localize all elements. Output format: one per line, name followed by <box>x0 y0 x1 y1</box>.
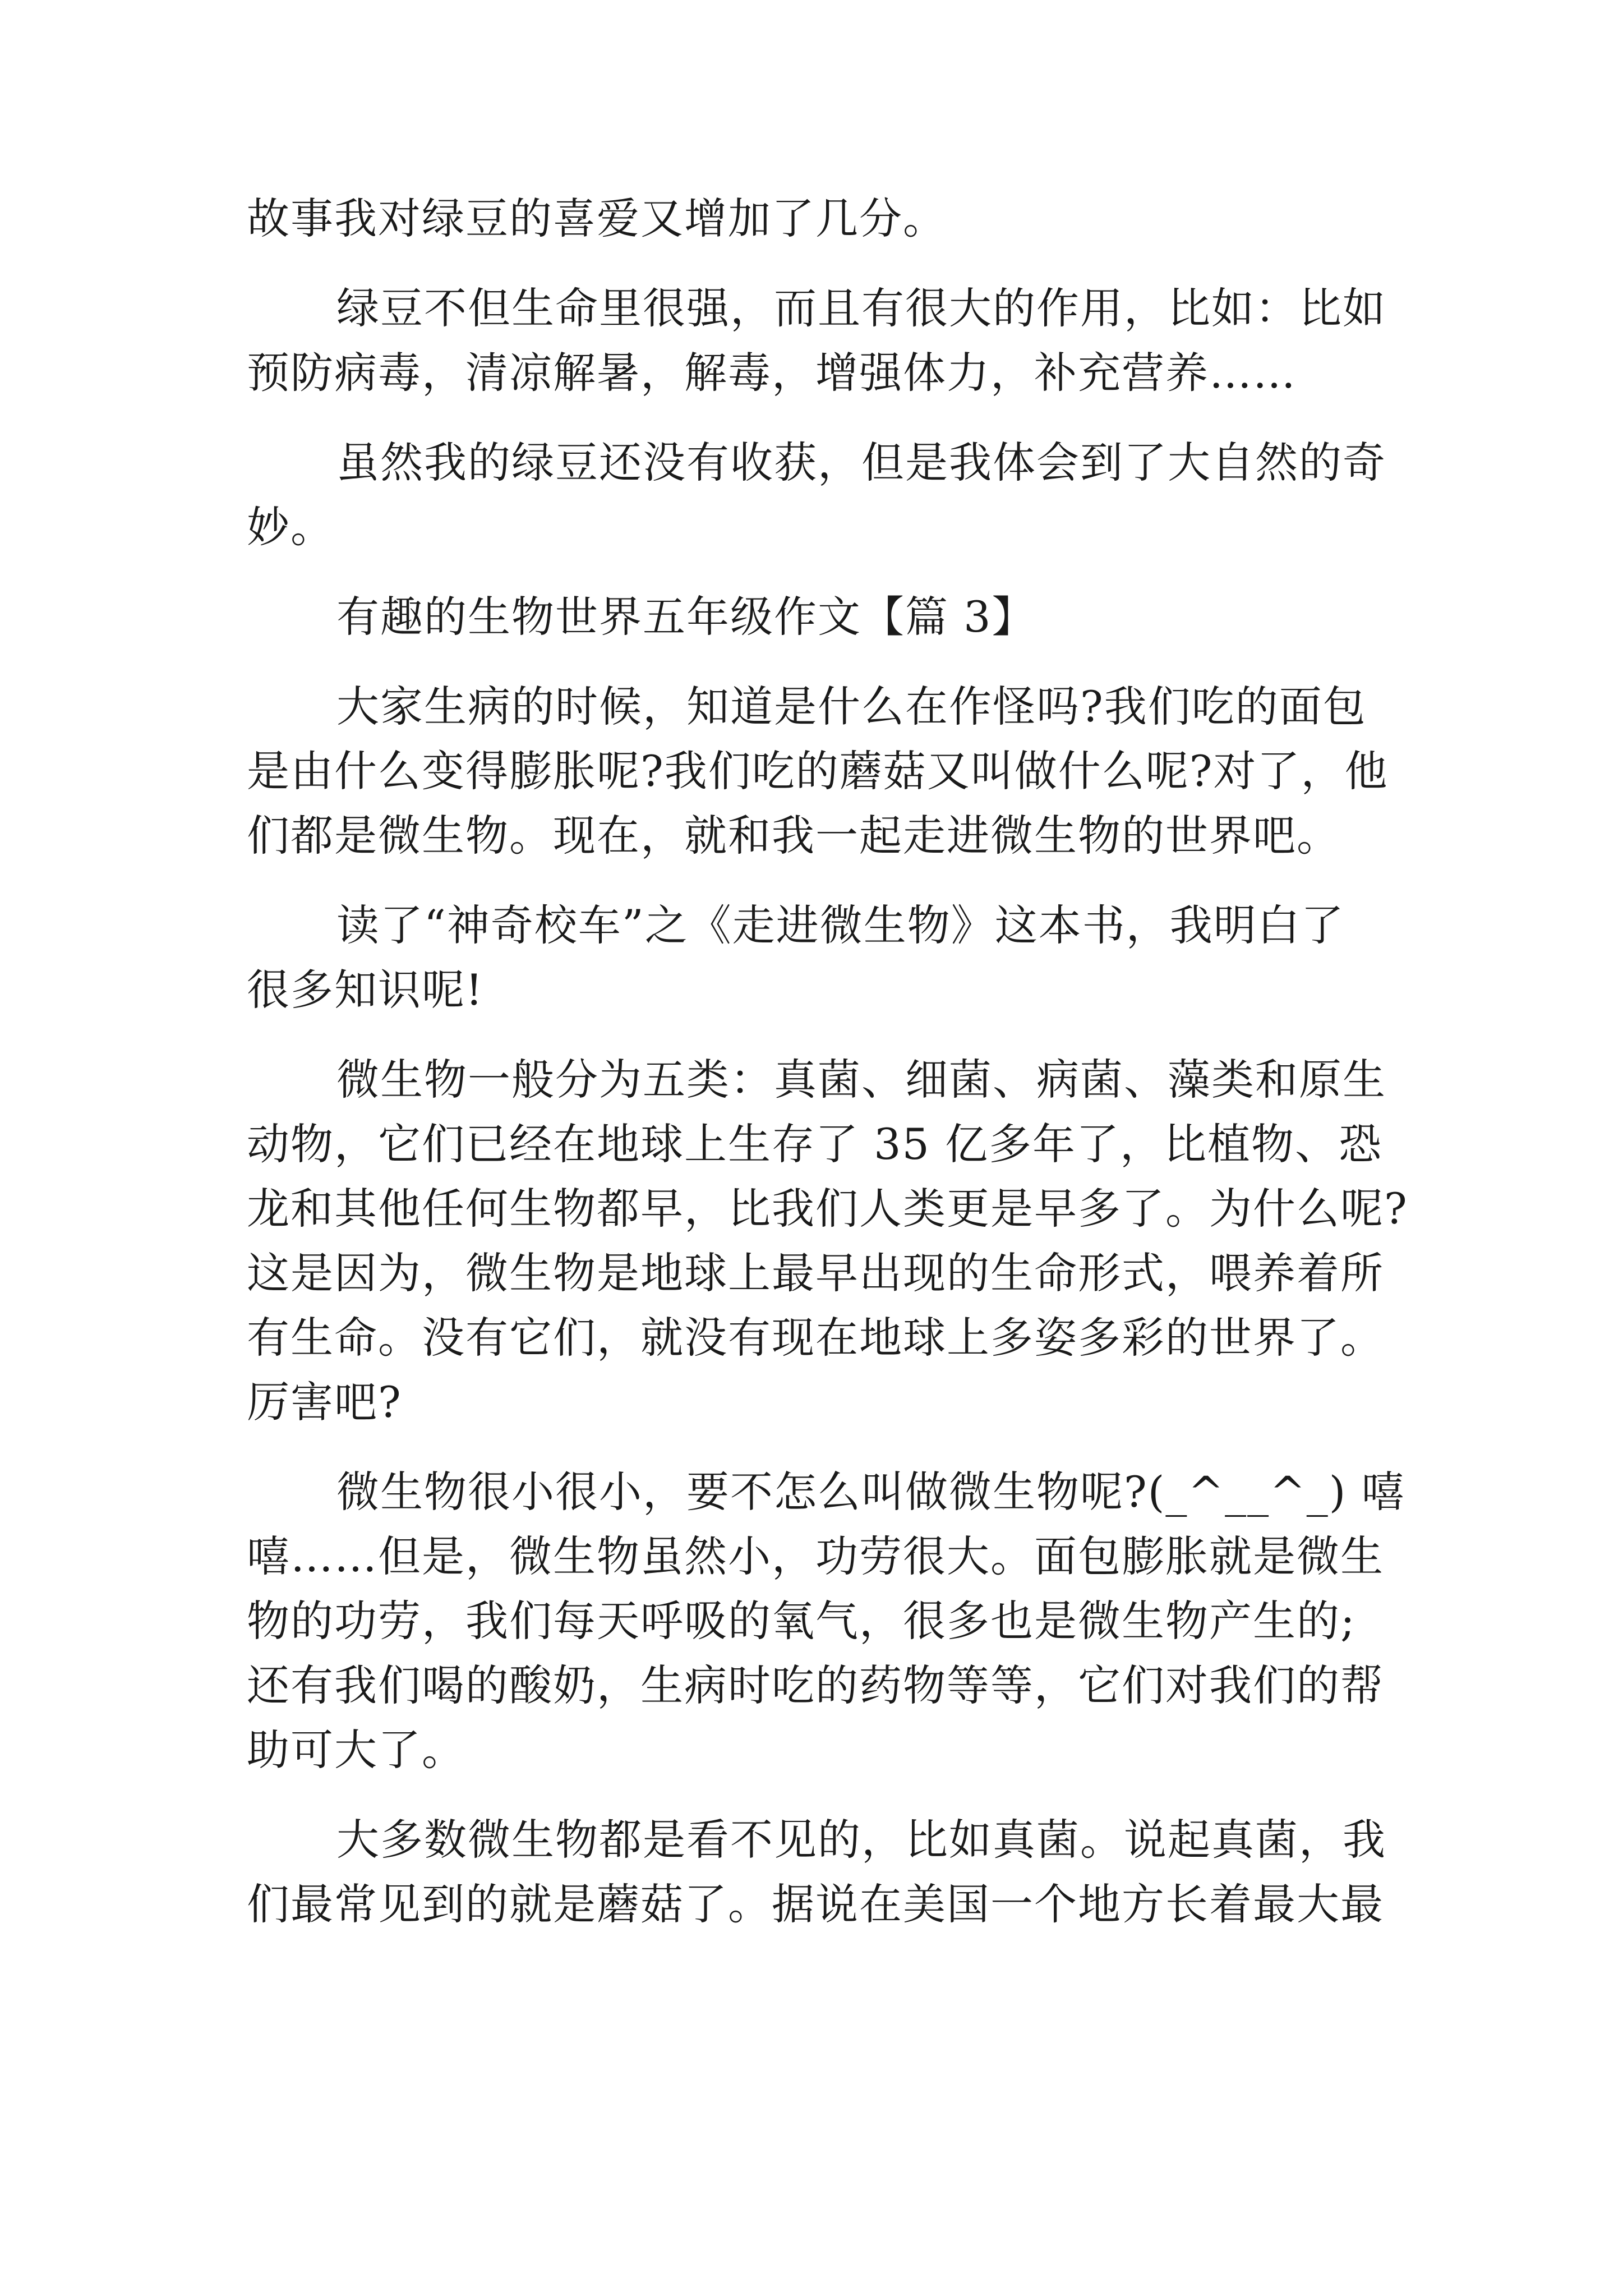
text-line: 还有我们喝的酸奶，生病时吃的药物等等，它们对我们的帮 <box>247 1660 1384 1710</box>
text-line: 嘻……但是，微生物虽然小，功劳很大。面包膨胀就是微生 <box>247 1531 1384 1581</box>
text-line: 微生物很小很小，要不怎么叫做微生物呢?(_^__^_) 嘻 <box>336 1467 1405 1517</box>
text-line: 虽然我的绿豆还没有收获，但是我体会到了大自然的奇 <box>336 438 1386 487</box>
text-line: 这是因为，微生物是地球上最早出现的生命形式，喂养着所 <box>247 1248 1384 1298</box>
text-line: 是由什么变得膨胀呢?我们吃的蘑菇又叫做什么呢?对了，他 <box>247 746 1389 796</box>
text-line: 很多知识呢! <box>247 965 484 1015</box>
text-line: 大家生病的时候，知道是什么在作怪吗?我们吃的面包 <box>336 682 1367 731</box>
section-heading: 有趣的生物世界五年级作文【篇 3】 <box>336 592 1036 642</box>
text-line: 微生物一般分为五类：真菌、细菌、病菌、藻类和原生 <box>336 1055 1386 1105</box>
text-line: 物的功劳，我们每天呼吸的氧气，很多也是微生物产生的; <box>247 1596 1356 1646</box>
text-line: 们最常见到的就是蘑菇了。据说在美国一个地方长着最大最 <box>247 1879 1384 1929</box>
text-line: 有生命。没有它们，就没有现在地球上多姿多彩的世界了。 <box>247 1313 1384 1363</box>
text-line: 绿豆不但生命里很强，而且有很大的作用，比如：比如 <box>336 283 1386 333</box>
text-line: 预防病毒，清凉解暑，解毒，增强体力，补充营养…… <box>247 348 1297 398</box>
text-line: 龙和其他任何生物都早，比我们人类更是早多了。为什么呢? <box>247 1184 1408 1234</box>
text-line: 们都是微生物。现在，就和我一起走进微生物的世界吧。 <box>247 811 1340 861</box>
text-line: 动物，它们已经在地球上生存了 35 亿多年了，比植物、恐 <box>247 1119 1383 1169</box>
text-line: 大多数微生物都是看不见的，比如真菌。说起真菌，我 <box>336 1815 1386 1865</box>
text-line: 妙。 <box>247 502 334 552</box>
text-line: 读了“神奇校车”之《走进微生物》这本书，我明白了 <box>336 900 1345 950</box>
text-line: 厉害吧? <box>247 1377 402 1427</box>
text-line: 助可大了。 <box>247 1725 465 1775</box>
text-line: 故事我对绿豆的喜爱又增加了几分。 <box>247 194 947 243</box>
